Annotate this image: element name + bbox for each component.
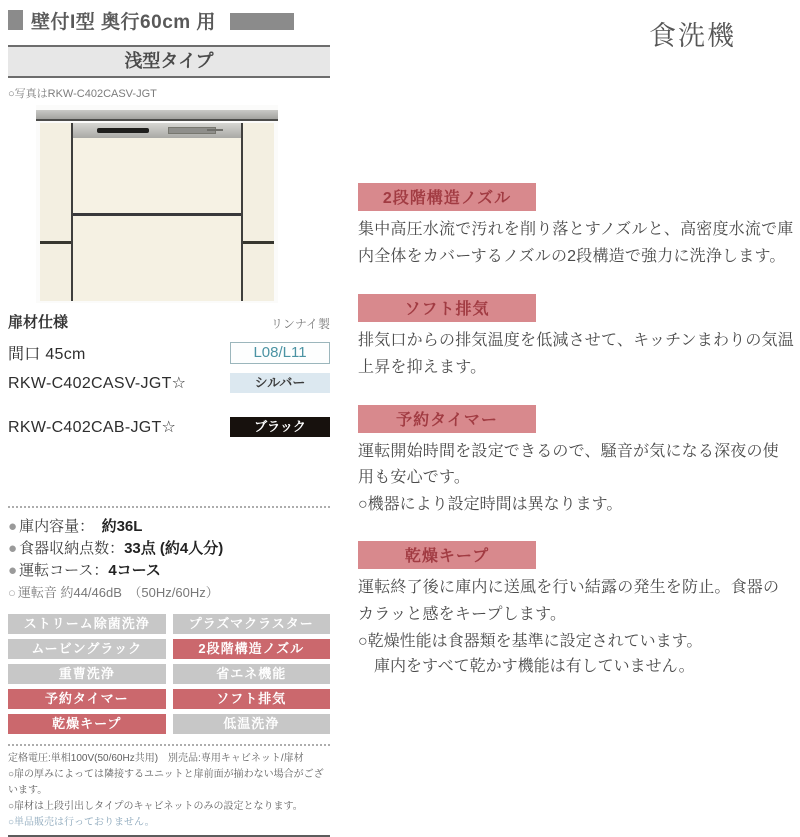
- feature-body: 排気口からの排気温度を低減させて、キッチンまわりの気温上昇を抑えます。: [358, 331, 794, 376]
- feature-note-continued: 庫内をすべて乾かす機能は有していません。: [374, 658, 695, 676]
- dotted-divider: [8, 744, 330, 746]
- footnote-line: ○扉の厚みによっては隣接するユニットと扉前面が揃わない場合がございます。: [8, 769, 324, 796]
- feature-section-nozzle: [358, 183, 794, 271]
- feature-tag: ソフト排気: [173, 689, 331, 709]
- feature-heading: 乾燥キープ: [358, 541, 536, 569]
- feature-note: ○乾燥性能は食器類を基準に設定されています。: [358, 632, 703, 650]
- feature-tag: ストリーム除菌洗浄: [8, 614, 166, 634]
- feature-note: ○機器により設定時間は異なります。: [358, 496, 623, 514]
- header-square-icon: [8, 10, 23, 30]
- type-banner: 浅型タイプ: [8, 45, 330, 78]
- width-label: 間口 45cm: [8, 346, 86, 363]
- feature-section-timer: [358, 405, 794, 518]
- page-title: 食洗機: [649, 21, 736, 51]
- cabinet-right-panel: [241, 123, 274, 301]
- silver-badge: シルバー: [230, 373, 330, 393]
- panel-gap-line: [243, 241, 274, 244]
- control-panel: [73, 123, 241, 138]
- section-title: 壁付I型 奥行60cm 用: [31, 11, 216, 33]
- footnote-line: ○単品販売は行っておりません。: [8, 817, 155, 828]
- cabinet-left-panel: [40, 123, 73, 301]
- dotted-divider: [8, 506, 330, 508]
- feature-tag: 低温洗浄: [173, 714, 331, 734]
- model-number-black: RKW-C402CAB-JGT☆: [8, 419, 177, 436]
- feature-tag: 乾燥キープ: [8, 714, 166, 734]
- feature-tag: ムービングラック: [8, 639, 166, 659]
- cabinet-row: [40, 123, 274, 301]
- feature-body: 運転終了後に庫内に送風を行い結露の発生を防止。食器のカラッと感をキープします。: [358, 578, 780, 623]
- feature-tag: 省エネ機能: [173, 664, 331, 684]
- door-code-badge: L08/L11: [230, 342, 330, 364]
- footnote-line: ○扉材は上段引出しタイプのキャビネットのみの設定となります。: [8, 801, 303, 812]
- countertop: [36, 110, 278, 121]
- feature-tag-grid: [8, 614, 330, 734]
- door-spec-section: [8, 311, 330, 437]
- feature-tag: 予約タイマー: [8, 689, 166, 709]
- feature-heading: 2段階構造ノズル: [358, 183, 536, 211]
- door-lower-panel: [73, 216, 241, 301]
- header-right-block: [230, 13, 294, 30]
- black-badge: ブラック: [230, 417, 330, 437]
- spec-row-model-silver: [8, 373, 330, 393]
- maker-label: リンナイ製: [270, 317, 330, 331]
- spec-row-model-black: [8, 417, 330, 437]
- footnote-line: 定格電圧:単相100V(50/60Hz共用) 別売品:専用キャビネット/扉材: [8, 753, 304, 764]
- feature-heading: ソフト排気: [358, 294, 536, 322]
- section-header: [8, 8, 330, 32]
- feature-section-dry-keep: [358, 541, 794, 680]
- spec-row-width: [8, 341, 330, 364]
- left-column: [8, 8, 330, 837]
- panel-mark: [207, 129, 223, 131]
- feature-body: 集中高圧水流で汚れを削り落とすノズルと、高密度水流で庫内全体をカバーするノズルの2段構造で強力に洗浄します。: [358, 221, 794, 265]
- handle-bar: [97, 128, 149, 133]
- photo-caption: ○写真はRKW-C402CASV-JGT: [8, 88, 157, 100]
- spec-capacity: ● 庫内容量： 約36L: [8, 518, 143, 535]
- feature-tag: 2段階構造ノズル: [173, 639, 331, 659]
- spec-noise: ○ 運転音 約44/46dB （50Hz/60Hz）: [8, 585, 219, 600]
- door-upper-panel: [73, 138, 241, 216]
- feature-section-soft-exhaust: [358, 294, 794, 382]
- feature-tag: プラズマクラスター: [173, 614, 331, 634]
- footnotes: [8, 751, 330, 831]
- spec-courses: ● 運転コース：4コース: [8, 562, 161, 579]
- door-spec-title: 扉材仕様: [8, 314, 69, 331]
- feature-body: 運転開始時間を設定できるので、騒音が気になる深夜の使用も安心です。: [358, 442, 779, 487]
- feature-heading: 予約タイマー: [358, 405, 536, 433]
- feature-descriptions: [358, 183, 794, 680]
- panel-gap-line: [40, 241, 71, 244]
- product-photo: [36, 105, 278, 303]
- model-number-silver: RKW-C402CASV-JGT☆: [8, 375, 187, 392]
- spec-dish-count: ● 食器収納点数：33点 (約4人分): [8, 540, 224, 557]
- right-column: [358, 0, 794, 703]
- spec-list: [8, 516, 330, 604]
- dishwasher-unit: [73, 123, 241, 301]
- feature-tag: 重曹洗浄: [8, 664, 166, 684]
